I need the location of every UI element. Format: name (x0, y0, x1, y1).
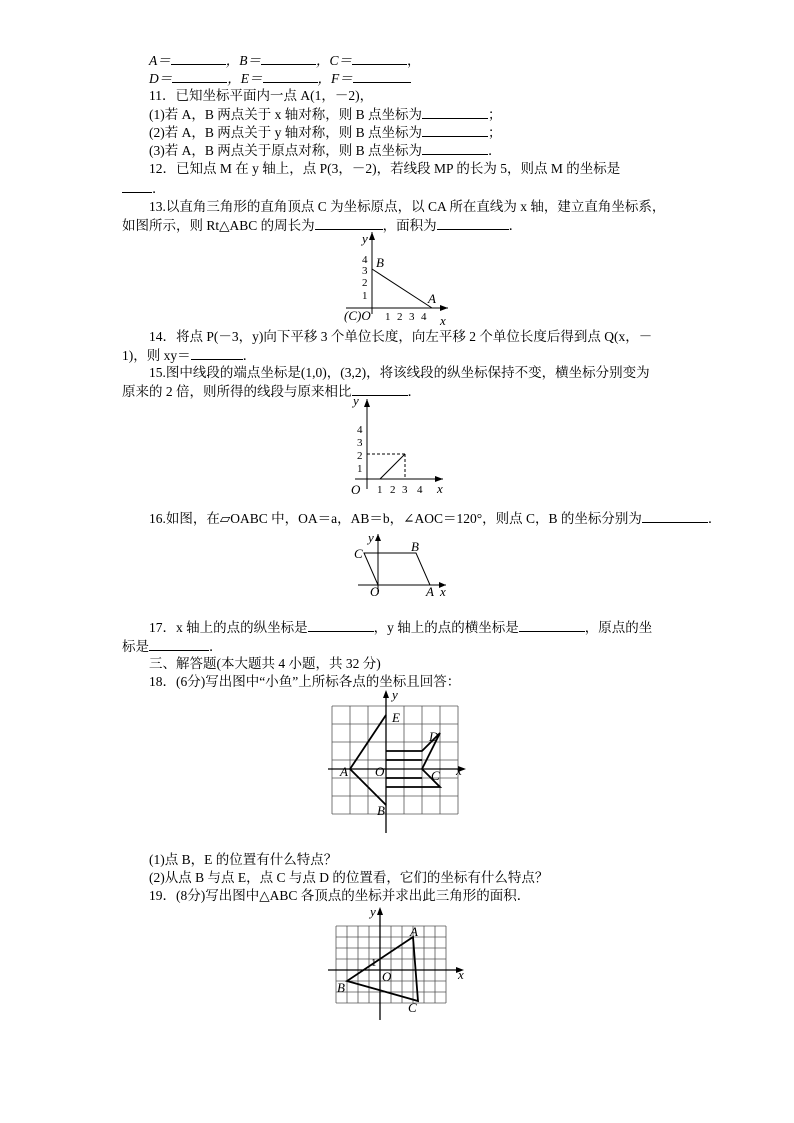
answer-blank[interactable] (149, 638, 209, 651)
label-B: B (337, 980, 345, 995)
y-arrow-icon (375, 534, 381, 541)
answer-blank[interactable] (308, 619, 374, 632)
q17-line1: 17．x 轴上的点的纵坐标是 ，y 轴上的点的横坐标是 ，原点的坐 (149, 620, 653, 635)
answer-blank[interactable] (352, 52, 407, 65)
label-x: x (458, 967, 464, 982)
q11-part1: (1)若 A，B 两点关于 x 轴对称，则 B 点坐标为 ； (149, 107, 502, 122)
q15-line1: 15.图中线段的端点坐标是(1,0)，(3,2)，将该线段的纵坐标保持不变，横坐标分别变为 (149, 365, 650, 380)
label-O: O (375, 764, 385, 779)
label-B: B (411, 539, 419, 554)
label-C: C (431, 768, 440, 783)
q11-part2: (2)若 A，B 两点关于 y 轴对称，则 B 点坐标为 ； (149, 125, 502, 140)
q17-line2: 标是 ． (122, 639, 223, 654)
tick-x-3: 3 (409, 311, 415, 323)
segment (380, 454, 405, 479)
label-y: y (370, 904, 376, 919)
label-x: x (440, 584, 446, 599)
answer-blank[interactable] (422, 106, 488, 119)
tick-x-1: 1 (385, 311, 391, 323)
answer-blank[interactable] (122, 180, 152, 193)
label-x: x (437, 481, 443, 496)
tick-y-2: 2 (362, 277, 368, 289)
q18-stem: 18．(6分)写出图中“小鱼”上所标各点的坐标且回答： (149, 674, 461, 689)
label-B: B (376, 255, 384, 270)
label-A: A (426, 584, 434, 599)
q10-row1: A＝ ，B＝ ，C＝ ， (149, 53, 421, 68)
x-arrow-icon (440, 305, 448, 311)
label-x: x (456, 763, 462, 778)
grid (336, 926, 446, 1003)
y-arrow-icon (369, 232, 375, 240)
tick-y-3: 3 (362, 265, 368, 277)
answer-blank[interactable] (353, 70, 411, 83)
answer-blank[interactable] (261, 52, 316, 65)
q19-stem: 19．(8分)写出图中△ABC 各顶点的坐标并求出此三角形的面积． (149, 888, 531, 903)
q16-figure (350, 530, 460, 600)
answer-blank[interactable] (519, 619, 585, 632)
q19-triangle-figure (326, 904, 476, 1024)
tick-y-1: 1 (362, 290, 368, 302)
tick-x-4: 4 (421, 311, 427, 323)
label-y: y (368, 530, 374, 545)
q18-part2: (2)从点 B 与点 E，点 C 与点 D 的位置看，它们的坐标有什么特点？ (149, 870, 549, 885)
y-arrow-icon (383, 690, 389, 698)
label-A: A (340, 764, 348, 779)
q12-line2: ． (122, 180, 166, 197)
q12-line1: 12．已知点 M 在 y 轴上，点 P(3，－2)，若线段 MP 的长为 5，则点 M 的坐标是 (149, 161, 621, 176)
answer-blank[interactable] (422, 142, 488, 155)
label-y: y (353, 393, 359, 408)
label-A: A (428, 291, 436, 306)
tick-x-1: 1 (377, 484, 383, 496)
tick-x-2: 2 (390, 484, 396, 496)
label-C: C (408, 1000, 417, 1015)
tick-x-2: 2 (397, 311, 403, 323)
tick-y-3: 3 (357, 437, 363, 449)
answer-blank[interactable] (642, 510, 708, 523)
label-O: O (370, 584, 380, 599)
q15-figure (335, 393, 460, 505)
label-y: y (392, 687, 398, 702)
tick-x-4: 4 (417, 484, 423, 496)
q11-stem: 11．已知坐标平面内一点 A(1，－2)， (149, 88, 374, 103)
tick-x-3: 3 (402, 484, 408, 496)
answer-blank[interactable] (191, 347, 243, 360)
q18-part1: (1)点 B，E 的位置有什么特点？ (149, 852, 338, 867)
q13-line2: 如图所示，则 Rt△ABC 的周长为 ，面积为 ． (122, 218, 523, 233)
answer-blank[interactable] (172, 70, 227, 83)
y-arrow-icon (364, 399, 370, 407)
q13-figure (330, 228, 460, 328)
q13-line1: 13.以直角三角形的直角顶点 C 为坐标原点，以 CA 所在直线为 x 轴，建立直角坐标系， (149, 199, 666, 214)
answer-blank[interactable] (422, 124, 488, 137)
q11-part3: (3)若 A，B 两点关于原点对称，则 B 点坐标为 ． (149, 143, 502, 158)
q14-line1: 14．将点 P(－3，y)向下平移 3 个单位长度，向左平移 2 个单位长度后得到点 Q(x，－ (149, 329, 653, 344)
y-arrow-icon (377, 907, 383, 915)
label-B: B (377, 803, 385, 818)
q16-line1: 16.如图，在▱OABC 中，OA＝a，AB＝b，∠AOC＝120°，则点 C，B 的坐标分别为 ． (149, 511, 722, 526)
answer-blank[interactable] (171, 52, 226, 65)
label-C: C (354, 546, 363, 561)
label-origin: (C)O (344, 308, 371, 323)
answer-blank[interactable] (263, 70, 318, 83)
label-y: y (362, 231, 368, 246)
parallelogram-oabc (364, 553, 430, 585)
label-O: O (382, 969, 392, 984)
segment-ba (372, 269, 432, 308)
q18-fish-figure (328, 688, 473, 833)
tick-y-1: 1 (357, 463, 363, 475)
section-3-heading: 三、解答题(本大题共 4 小题，共 32 分) (149, 656, 381, 671)
label-D: D (429, 729, 439, 744)
label-x: x (440, 313, 446, 328)
tick-y-4: 4 (357, 424, 363, 436)
q14-line2: 1)，则 xy＝ ． (122, 348, 257, 363)
label-origin: O (351, 482, 361, 497)
q15-line2: 原来的 2 倍，则所得的线段与原来相比 ． (122, 384, 421, 399)
tick-y-2: 2 (357, 450, 363, 462)
tick-1: 1 (371, 957, 377, 969)
tick-y-4: 4 (362, 254, 368, 266)
label-E: E (392, 710, 400, 725)
q10-row2: D＝ ，E＝ ，F＝ (149, 70, 411, 87)
label-A: A (410, 924, 418, 939)
